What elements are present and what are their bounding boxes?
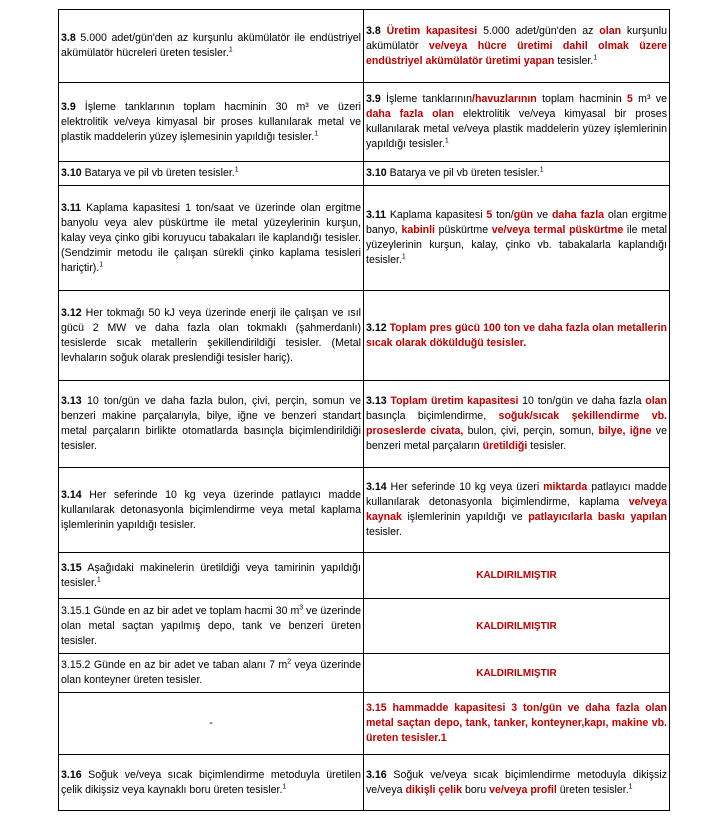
amended-text: miktarda (543, 481, 588, 493)
clause-text: 3.11 (61, 201, 82, 214)
clause-text: Soğuk ve/veya sıcak biçimlendirme metoduyla üretilen çelik dikişsiz veya kaynaklı boru üreten tesisler. (61, 768, 361, 796)
old-regulation-cell (59, 10, 364, 83)
amended-text: soğuk/sıcak şekillendirme vb. proseslerde civata, (366, 410, 668, 437)
footnote-marker: 1 (628, 782, 633, 790)
footnote-marker: 1 (593, 53, 598, 61)
clause-text: İşleme tanklarının toplam hacminin 30 m³ ve üzeri elektrolitik ve/veya kimyasal bir proses kullanılarak metal ve plastik maddelerin yüzey işlemesinin yapıldığı tesisler. (61, 100, 361, 143)
clause-text: 3.9 (366, 93, 381, 105)
clause-text: 3.15 (61, 561, 82, 574)
new-regulation-cell (364, 186, 670, 291)
clause-text: Kaplama kapasitesi 1 ton/saat ve üzerinde olan ergitme banyolu veya alev püskürtme ile metal yüzeylerinin kurşun, kalay veya çinko gibi koruyucu tabakaları ile kaplandığı tesisler.(Sendzimir metodu ile çalışan sürekli çinko kaplama tesisleri hariçtir). (61, 201, 361, 274)
clause-text: Aşağıdaki makinelerin üretildiği veya tamirinin yapıldığı tesisler. (61, 561, 361, 589)
amended-text: üretildiği (482, 440, 528, 452)
clause-text: 10 ton/gün ve daha fazla (518, 395, 646, 407)
table-row (59, 162, 670, 186)
footnote-marker: 1 (539, 166, 544, 174)
clause-text: tesisler. (527, 440, 567, 452)
amended-text: patlayıcılarla baskı yapılan (528, 511, 668, 523)
clause-text: 3.9 (61, 100, 76, 113)
clause-text: püskürtme (435, 224, 492, 236)
table-row (59, 693, 670, 755)
old-regulation-cell (59, 599, 364, 654)
table-row (59, 553, 670, 599)
clause-text: 3.14 (61, 488, 82, 501)
footnote-marker: 1 (444, 137, 449, 145)
clause-text: İşleme tanklarının (380, 93, 473, 105)
old-regulation-cell (59, 381, 364, 468)
clause-text: 3.13 (366, 395, 387, 407)
table-row (59, 654, 670, 693)
amended-text: ve/veya kaynak (366, 496, 667, 523)
table-row (59, 381, 670, 468)
clause-text: 5.000 adet/gün'den az kurşunlu akümülatör ile endüstriyel akümülatör hücreleri üreten tesisler. (61, 32, 361, 59)
amended-text: Toplam üretim kapasitesi (390, 395, 519, 407)
old-regulation-cell (59, 291, 364, 381)
new-regulation-cell (364, 83, 670, 162)
clause-text: 3.12 (366, 321, 387, 334)
clause-text: üreten tesisler. (556, 783, 629, 796)
old-regulation-cell (59, 468, 364, 553)
clause-text: 3.16 (61, 768, 82, 781)
new-regulation-cell (364, 381, 670, 468)
new-regulation-cell (364, 755, 670, 811)
clause-text: Soğuk ve/veya sıcak biçimlendirme metoduyla dikişsiz ve/veya (366, 768, 667, 796)
clause-text: elektrolitik ve/veya kimyasal bir proses kullanılarak metal ve/veya plastik maddelerin yüzey işlemlerinin yapıldığı tesisler. (366, 108, 667, 150)
footnote-marker: 1 (228, 46, 233, 54)
clause-text: 3.16 (366, 768, 387, 781)
table-row (59, 755, 670, 811)
amended-text: /havuzlarının (472, 93, 537, 105)
clause-text: ton/ (492, 209, 514, 221)
footnote-marker: 1 (96, 575, 101, 583)
clause-text: ile metal yüzeylerinin kurşun, kalay, çinko vb. tabakalarla kaplandığı tesisler. (366, 224, 667, 266)
clause-text: olan ergitme banyo, (366, 209, 667, 236)
clause-text: 3.15.2 Günde en az bir adet ve taban alanı 7 m (61, 659, 288, 671)
amended-text: olan (645, 395, 667, 407)
clause-text: Her seferinde 10 kg veya üzeri (386, 481, 544, 493)
amended-text: Toplam pres gücü 100 ton ve daha fazla olan metallerin sıcak olarak dökülduğü tesisler. (366, 321, 667, 349)
clause-text: 5.000 adet/gün'den az (477, 24, 600, 37)
clause-text: veya üzerinde olan konteyner üreten tesisler. (61, 659, 361, 686)
clause-text: bulon, çivi, perçin, somun, (463, 425, 599, 437)
clause-text: 3.15.1 Günde en az bir adet ve toplam hacmi 30 m (61, 604, 300, 617)
new-regulation-cell (364, 468, 670, 553)
amended-text: 5 (486, 209, 493, 221)
amended-text: dikişli çelik (405, 783, 462, 796)
old-regulation-cell (59, 654, 364, 693)
table-row (59, 83, 670, 162)
clause-text: basınçla biçimlendirme, (366, 410, 499, 422)
clause-text: 3.13 (61, 395, 82, 407)
amended-text: Üretim kapasitesi (386, 24, 478, 37)
footnote-marker: 1 (234, 166, 239, 174)
comparison-table (58, 9, 670, 811)
table-row (59, 599, 670, 654)
footnote-marker: 2 (287, 658, 292, 666)
clause-text: 3.12 (61, 306, 82, 319)
footnote-marker: 3 (299, 603, 304, 611)
amended-text: ve/veya termal püskürtme (491, 224, 624, 236)
clause-text: Her tokmağı 50 kJ veya üzerinde enerji ile çalışan ve ısıl gücü 2 MW ve daha fazla olan tokmaklı (şahmerdanlı) tesislerde sıcak metallerin şekillendirildiği tesisler. (Metal levhaların soğuk olarak preslendiği tesisler hariç). (61, 306, 361, 364)
clause-text: 10 ton/gün ve daha fazla bulon, çivi, perçin, somun ve benzeri makine parçalarıyla, bilye, iğne ve benzeri standart metal parçaların birlikte otomatlarda basınçla biçimlendirildiği tesisler. (61, 395, 361, 452)
amended-text: gün (513, 209, 534, 221)
new-regulation-cell (364, 162, 670, 186)
amended-text: ve/veya profil (489, 783, 557, 796)
old-regulation-cell (59, 162, 364, 186)
footnote-marker: 1 (99, 260, 104, 268)
old-regulation-cell (59, 83, 364, 162)
amended-text: 3.15 hammadde kapasitesi 3 ton/gün ve daha fazla olan metal saçtan depo, tank, tanker, konteyner,kapı, makine vb. üreten tesisler.1 (366, 702, 667, 744)
footnote-marker: 1 (401, 253, 406, 261)
clause-text: Kaplama kapasitesi (386, 209, 487, 221)
clause-text: Batarya ve pil vb üreten tesisler. (81, 167, 235, 179)
table-row (59, 468, 670, 553)
table-row (59, 291, 670, 381)
clause-text: tesisler. (554, 54, 594, 67)
new-regulation-cell (364, 693, 670, 755)
clause-text: işlemlerinin yapıldığı ve (401, 511, 529, 523)
clause-text: 3.8 (61, 32, 76, 44)
clause-text: 3.10 (61, 167, 82, 179)
clause-text: 3.11 (366, 209, 387, 221)
clause-text: 3.10 (366, 167, 387, 179)
clause-text: Batarya ve pil vb üreten tesisler. (386, 167, 540, 179)
removed-status: KALDIRILMIŞTIR (364, 599, 670, 654)
table-row (59, 10, 670, 83)
old-regulation-cell (59, 186, 364, 291)
clause-text: toplam hacminin (536, 93, 627, 105)
removed-status: KALDIRILMIŞTIR (364, 654, 670, 693)
clause-text: kurşunlu akümülatör (366, 24, 667, 52)
new-regulation-cell (364, 291, 670, 381)
amended-text: olan (599, 24, 622, 37)
footnote-marker: 1 (314, 129, 319, 137)
amended-text: daha fazla (551, 209, 605, 221)
amended-text: kabinli (401, 224, 435, 236)
amended-text: daha fazla olan (366, 108, 454, 120)
footnote-marker: 1 (282, 782, 287, 790)
clause-text: m³ ve (632, 93, 667, 105)
clause-text: 3.14 (366, 481, 387, 493)
old-regulation-cell: - (59, 693, 364, 755)
amended-text: bilye, iğne (598, 425, 652, 437)
amended-text: ve/veya hücre üretimi dahil olmak üzere endüstriyel akümülatör üretimi yapan (366, 39, 667, 67)
table-row (59, 186, 670, 291)
clause-text: boru (462, 783, 490, 796)
removed-status: KALDIRILMIŞTIR (364, 553, 670, 599)
new-regulation-cell (364, 10, 670, 83)
clause-text: tesisler. (366, 526, 402, 538)
amended-text: 5 (626, 93, 633, 105)
clause-text: Her seferinde 10 kg veya üzerinde patlayıcı madde kullanılarak detonasyonla biçimlendirme veya metal kaplama işlemlerinin yapıldığı tesisler. (61, 488, 361, 531)
clause-text: 3.8 (366, 24, 381, 37)
clause-text: patlayıcı madde kullanılarak detonasyonla biçimlendirme, kaplama (366, 481, 667, 508)
clause-text: ve (533, 209, 552, 221)
clause-text: ve üzerinde olan metal saçtan yapılmış depo, tank ve benzeri üreten tesisler. (61, 604, 361, 647)
old-regulation-cell (59, 755, 364, 811)
clause-text: ve benzeri metal parçaların (366, 425, 667, 452)
old-regulation-cell (59, 553, 364, 599)
